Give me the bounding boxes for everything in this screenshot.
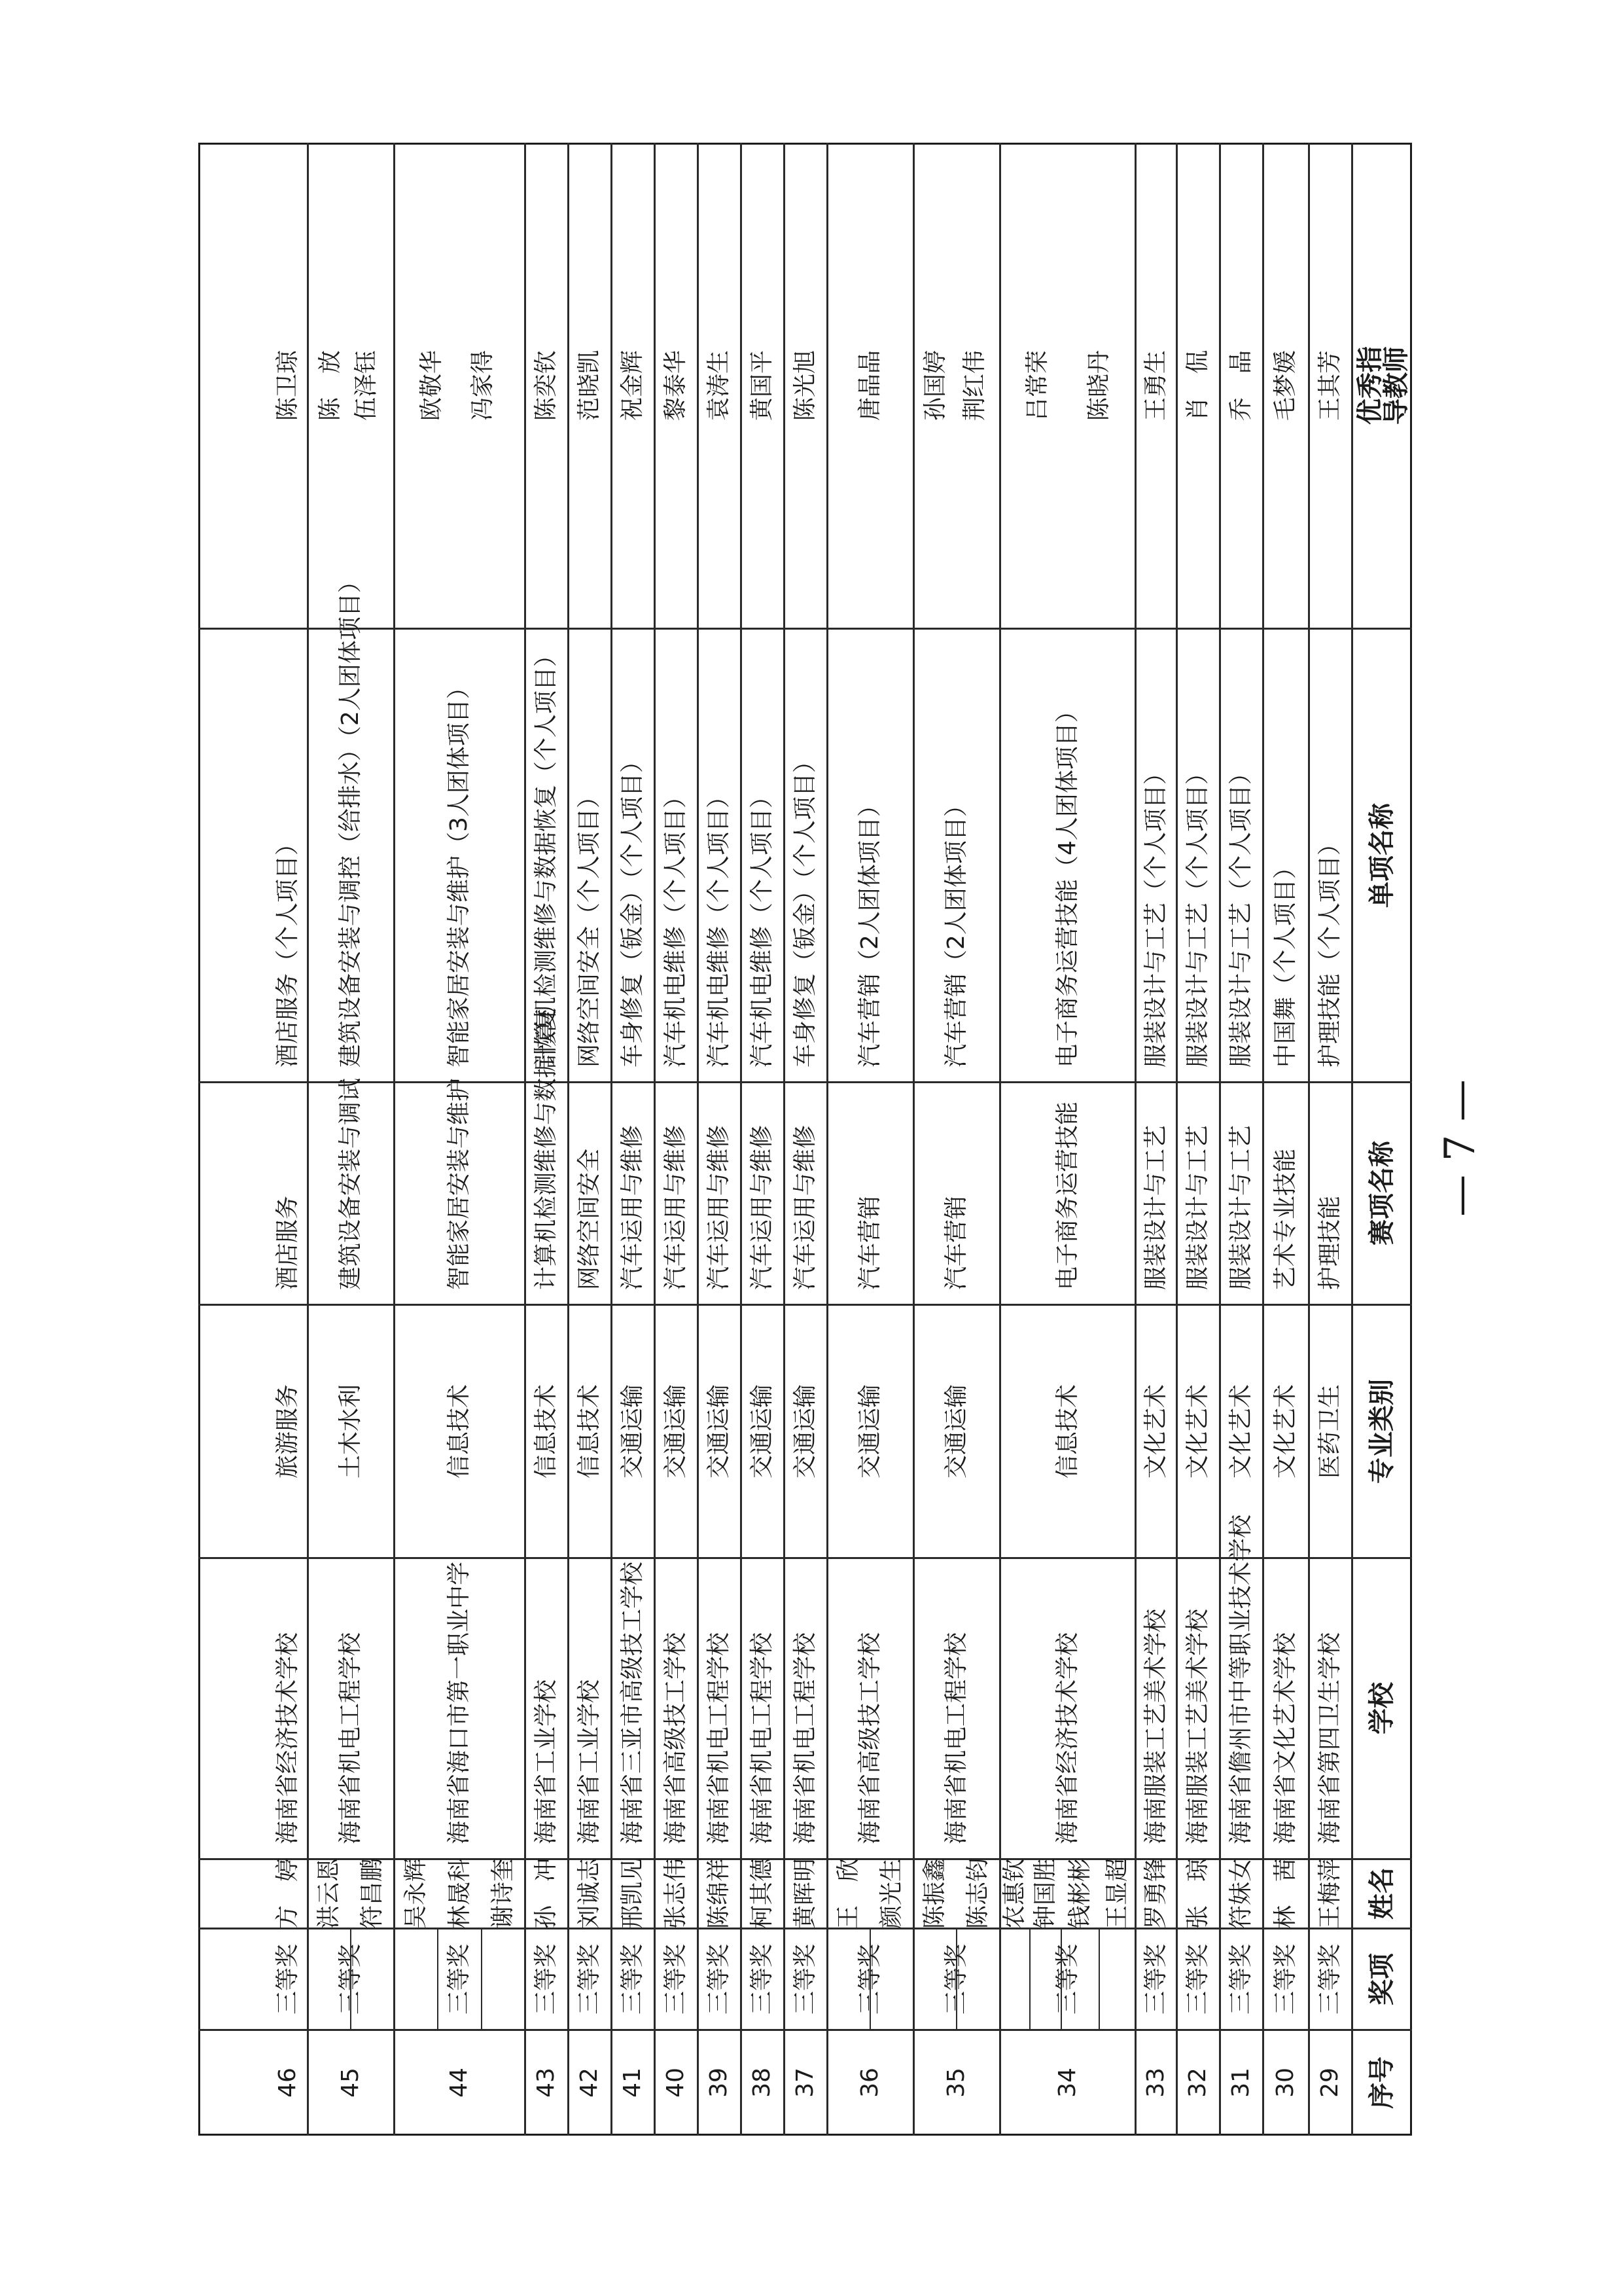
award-label: 三等奖 bbox=[792, 1943, 819, 2015]
event-name: 服装设计与工艺 bbox=[1227, 1124, 1254, 1290]
major-category: 信息技术 bbox=[533, 1384, 559, 1479]
event-name: 汽车运用与维修 bbox=[705, 1124, 732, 1290]
major-category: 交通运输 bbox=[856, 1384, 883, 1479]
student-name: 王梅萍 bbox=[1316, 1857, 1343, 1929]
award-label: 三等奖 bbox=[533, 1943, 559, 2015]
row-divider bbox=[393, 143, 395, 2136]
teacher-name: 陈 放 bbox=[317, 350, 344, 422]
row-number: 31 bbox=[1227, 2068, 1254, 2098]
award-label: 三等奖 bbox=[749, 1943, 775, 2015]
student-name: 孙 冲 bbox=[533, 1857, 559, 1929]
school-name: 海南省高级技工学校 bbox=[856, 1632, 883, 1844]
major-category: 旅游服务 bbox=[274, 1384, 301, 1479]
item-name: 计算机检测维修与数据恢复（个人项目） bbox=[533, 643, 559, 1067]
row-divider bbox=[826, 143, 828, 2136]
row-divider bbox=[697, 143, 699, 2136]
header-no: 序号 bbox=[1367, 2056, 1397, 2109]
award-label: 三等奖 bbox=[576, 1943, 603, 2015]
teacher-name: 陈卫琼 bbox=[274, 350, 301, 422]
column-divider bbox=[198, 1081, 1412, 1083]
student-name: 张志伟 bbox=[662, 1857, 689, 1929]
major-category: 交通运输 bbox=[943, 1384, 970, 1479]
item-name: 服装设计与工艺（个人项目） bbox=[1184, 761, 1211, 1067]
student-name: 符昌鹏 bbox=[359, 1857, 385, 1929]
major-category: 信息技术 bbox=[446, 1384, 472, 1479]
award-label: 三等奖 bbox=[856, 1943, 883, 2015]
award-label: 三等奖 bbox=[274, 1943, 301, 2015]
row-number: 40 bbox=[662, 2068, 689, 2098]
student-name: 钱彬彬 bbox=[1067, 1857, 1093, 1929]
row-number: 34 bbox=[1053, 2068, 1081, 2098]
school-name: 海南省工业学校 bbox=[533, 1679, 559, 1844]
item-name: 汽车机电维修（个人项目） bbox=[705, 784, 732, 1067]
school-name: 海南服装工艺美术学校 bbox=[1142, 1608, 1169, 1844]
event-name: 汽车营销 bbox=[943, 1195, 970, 1290]
award-label: 三等奖 bbox=[1272, 1943, 1299, 2015]
student-name: 陈振鑫 bbox=[921, 1857, 948, 1929]
student-name: 颜光生 bbox=[878, 1857, 905, 1929]
school-name: 海南省经济技术学校 bbox=[1053, 1632, 1081, 1844]
school-name: 海南省文化艺术学校 bbox=[1272, 1632, 1299, 1844]
item-name: 电子商务运营技能（4人团体项目） bbox=[1053, 699, 1081, 1067]
school-name: 海南省工业学校 bbox=[576, 1679, 603, 1844]
school-name: 海南省机电工程学校 bbox=[943, 1632, 970, 1844]
row-number: 37 bbox=[792, 2068, 819, 2098]
row-divider bbox=[654, 143, 656, 2136]
header-name: 姓名 bbox=[1367, 1867, 1397, 1920]
school-name: 海南省机电工程学校 bbox=[337, 1632, 364, 1844]
teacher-name: 欧敬华 bbox=[418, 350, 445, 422]
item-name: 护理技能（个人项目） bbox=[1316, 831, 1343, 1067]
major-category: 交通运输 bbox=[662, 1384, 689, 1479]
major-category: 文化艺术 bbox=[1142, 1384, 1169, 1479]
column-divider bbox=[198, 1304, 1412, 1306]
major-category: 信息技术 bbox=[1053, 1384, 1081, 1479]
school-name: 海南省三亚市高级技工学校 bbox=[619, 1561, 646, 1844]
header-award: 奖项 bbox=[1367, 1952, 1397, 2005]
student-name: 洪云恩 bbox=[315, 1857, 342, 1929]
row-divider bbox=[567, 143, 569, 2136]
teacher-name: 陈奕钦 bbox=[533, 350, 559, 422]
item-name: 服装设计与工艺（个人项目） bbox=[1227, 761, 1254, 1067]
student-name: 陈志钧 bbox=[964, 1857, 991, 1929]
header-event: 赛项名称 bbox=[1367, 1141, 1397, 1246]
teacher-name: 袁涛生 bbox=[705, 350, 732, 422]
item-name: 中国舞（个人项目） bbox=[1272, 855, 1299, 1067]
teacher-name: 伍泽钰 bbox=[353, 350, 380, 422]
award-label: 三等奖 bbox=[1053, 1943, 1081, 2015]
major-category: 医药卫生 bbox=[1316, 1384, 1343, 1479]
item-name: 汽车机电维修（个人项目） bbox=[662, 784, 689, 1067]
student-name: 林 茜 bbox=[1272, 1857, 1299, 1929]
row-number: 42 bbox=[576, 2068, 603, 2098]
event-name: 酒店服务 bbox=[274, 1195, 301, 1290]
school-name: 海南省高级技工学校 bbox=[662, 1632, 689, 1844]
award-label: 三等奖 bbox=[337, 1943, 364, 2015]
event-name: 汽车营销 bbox=[856, 1195, 883, 1290]
school-name: 海南省儋州市中等职业技术学校 bbox=[1227, 1514, 1254, 1844]
award-label: 三等奖 bbox=[1227, 1943, 1254, 2015]
student-name: 柯其德 bbox=[749, 1857, 775, 1929]
major-category: 交通运输 bbox=[749, 1384, 775, 1479]
row-divider bbox=[999, 143, 1001, 2136]
student-name: 罗勇锋 bbox=[1142, 1857, 1169, 1929]
item-name: 汽车机电维修（个人项目） bbox=[749, 784, 775, 1067]
teacher-name: 乔 晶 bbox=[1227, 350, 1254, 422]
major-category: 文化艺术 bbox=[1272, 1384, 1299, 1479]
school-name: 海南省第四卫生学校 bbox=[1316, 1632, 1343, 1844]
item-name: 汽车营销（2人团体项目） bbox=[943, 793, 970, 1067]
school-name: 海南省海口市第一职业中学 bbox=[446, 1561, 472, 1844]
column-divider bbox=[198, 2029, 1412, 2031]
student-name: 王 欣 bbox=[835, 1857, 862, 1929]
teacher-name: 唐晶晶 bbox=[856, 350, 883, 422]
row-divider bbox=[740, 143, 742, 2136]
row-divider bbox=[1135, 143, 1137, 2136]
award-label: 三等奖 bbox=[1184, 1943, 1211, 2015]
award-label: 三等奖 bbox=[662, 1943, 689, 2015]
row-divider bbox=[783, 143, 785, 2136]
item-name: 酒店服务（个人项目） bbox=[274, 831, 301, 1067]
teacher-name: 陈晓丹 bbox=[1086, 350, 1112, 422]
teacher-name: 范晓凯 bbox=[576, 350, 603, 422]
event-name: 汽车运用与维修 bbox=[662, 1124, 689, 1290]
column-divider bbox=[198, 628, 1412, 630]
row-number: 32 bbox=[1184, 2068, 1211, 2098]
teacher-name: 王其芳 bbox=[1316, 350, 1343, 422]
item-name: 车身修复（钣金）（个人项目） bbox=[619, 749, 646, 1067]
school-name: 海南省机电工程学校 bbox=[749, 1632, 775, 1844]
student-name: 林晟科 bbox=[446, 1857, 473, 1929]
row-number: 29 bbox=[1316, 2068, 1343, 2098]
row-number: 38 bbox=[749, 2068, 775, 2098]
row-divider bbox=[1176, 143, 1178, 2136]
item-name: 智能家居安装与维护（3人团体项目） bbox=[446, 675, 472, 1067]
event-name: 建筑设备安装与调试 bbox=[337, 1077, 364, 1290]
award-label: 三等奖 bbox=[1316, 1943, 1343, 2015]
row-divider bbox=[1308, 143, 1310, 2136]
event-name: 汽车运用与维修 bbox=[792, 1124, 819, 1290]
event-name: 服装设计与工艺 bbox=[1142, 1124, 1169, 1290]
row-number: 46 bbox=[274, 2068, 301, 2098]
row-number: 30 bbox=[1272, 2068, 1299, 2098]
teacher-name: 王勇生 bbox=[1142, 350, 1169, 422]
teacher-name: 孙国婷 bbox=[922, 350, 949, 422]
header-teacher-line2: 导教师 bbox=[1381, 346, 1411, 425]
school-name: 海南省机电工程学校 bbox=[792, 1632, 819, 1844]
school-name: 海南服装工艺美术学校 bbox=[1184, 1608, 1211, 1844]
teacher-name: 黄国平 bbox=[749, 350, 775, 422]
major-category: 交通运输 bbox=[705, 1384, 732, 1479]
row-number: 33 bbox=[1142, 2068, 1169, 2098]
student-name: 符妹女 bbox=[1227, 1857, 1254, 1929]
event-name: 网络空间安全 bbox=[576, 1148, 603, 1290]
student-name: 农惠钦 bbox=[1001, 1857, 1028, 1929]
award-label: 三等奖 bbox=[1142, 1943, 1169, 2015]
event-name: 护理技能 bbox=[1316, 1195, 1343, 1290]
row-number: 44 bbox=[446, 2068, 472, 2098]
row-divider bbox=[610, 143, 612, 2136]
item-name: 建筑设备安装与调控（给排水）（2人团体项目） bbox=[337, 569, 364, 1067]
student-name: 黄晖明 bbox=[792, 1857, 819, 1929]
event-name: 电子商务运营技能 bbox=[1053, 1101, 1081, 1290]
school-name: 海南省经济技术学校 bbox=[274, 1632, 301, 1844]
major-category: 交通运输 bbox=[792, 1384, 819, 1479]
name-cell-divider bbox=[1029, 1928, 1031, 2030]
row-divider bbox=[1351, 143, 1353, 2136]
row-number: 43 bbox=[533, 2068, 559, 2098]
row-number: 41 bbox=[619, 2068, 646, 2098]
award-label: 三等奖 bbox=[943, 1943, 970, 2015]
student-name: 陈绵祥 bbox=[705, 1857, 732, 1929]
row-number: 36 bbox=[856, 2068, 883, 2098]
student-name: 钟国胜 bbox=[1032, 1857, 1059, 1929]
award-label: 三等奖 bbox=[446, 1943, 472, 2015]
item-name: 车身修复（钣金）（个人项目） bbox=[792, 749, 819, 1067]
major-category: 文化艺术 bbox=[1227, 1384, 1254, 1479]
row-number: 45 bbox=[337, 2068, 364, 2098]
event-name: 艺术专业技能 bbox=[1272, 1148, 1299, 1290]
student-name: 谢诗奎 bbox=[489, 1857, 516, 1929]
teacher-name: 祝金辉 bbox=[619, 350, 646, 422]
item-name: 网络空间安全（个人项目） bbox=[576, 784, 603, 1067]
major-category: 信息技术 bbox=[576, 1384, 603, 1479]
item-name: 服装设计与工艺（个人项目） bbox=[1142, 761, 1169, 1067]
row-divider bbox=[524, 143, 526, 2136]
row-divider bbox=[1262, 143, 1264, 2136]
item-name: 汽车营销（2人团体项目） bbox=[856, 793, 883, 1067]
student-name: 王显超 bbox=[1103, 1857, 1131, 1929]
teacher-name: 肖 侃 bbox=[1184, 350, 1211, 422]
award-label: 三等奖 bbox=[705, 1943, 732, 2015]
name-cell-divider bbox=[481, 1928, 482, 2030]
student-name: 刘诚志 bbox=[576, 1857, 603, 1929]
award-label: 三等奖 bbox=[619, 1943, 646, 2015]
major-category: 土木水利 bbox=[337, 1384, 364, 1479]
teacher-name: 冯家得 bbox=[469, 350, 496, 422]
row-divider bbox=[1219, 143, 1221, 2136]
student-name: 吴永辉 bbox=[402, 1857, 429, 1929]
event-name: 汽车运用与维修 bbox=[619, 1124, 646, 1290]
header-item: 单项名称 bbox=[1367, 802, 1397, 908]
teacher-name: 荆红伟 bbox=[961, 350, 988, 422]
row-divider bbox=[913, 143, 915, 2136]
teacher-name: 吕常荣 bbox=[1024, 350, 1051, 422]
teacher-name: 陈光旭 bbox=[792, 350, 819, 422]
school-name: 海南省机电工程学校 bbox=[705, 1632, 732, 1844]
student-name: 张 琼 bbox=[1184, 1857, 1211, 1929]
student-name: 邢凯见 bbox=[619, 1857, 646, 1929]
teacher-name: 毛梦媛 bbox=[1272, 350, 1299, 422]
event-name: 计算机检测维修与数据恢复 bbox=[533, 1007, 559, 1290]
event-name: 汽车运用与维修 bbox=[749, 1124, 775, 1290]
page-number: — 7 — bbox=[1436, 1079, 1485, 1217]
row-number: 39 bbox=[705, 2068, 732, 2098]
header-category: 专业类别 bbox=[1367, 1378, 1397, 1484]
row-number: 35 bbox=[943, 2068, 970, 2098]
name-cell-divider bbox=[437, 1928, 438, 2030]
header-school: 学校 bbox=[1367, 1682, 1397, 1734]
event-name: 服装设计与工艺 bbox=[1184, 1124, 1211, 1290]
event-name: 智能家居安装与维护 bbox=[446, 1077, 472, 1290]
major-category: 交通运输 bbox=[619, 1384, 646, 1479]
teacher-name: 黎泰华 bbox=[662, 350, 689, 422]
row-divider bbox=[307, 143, 309, 2136]
student-name: 方 婷 bbox=[274, 1857, 301, 1929]
header-teacher-line1: 优秀指 bbox=[1355, 346, 1385, 425]
name-cell-divider bbox=[1099, 1928, 1100, 2030]
major-category: 文化艺术 bbox=[1184, 1384, 1211, 1479]
